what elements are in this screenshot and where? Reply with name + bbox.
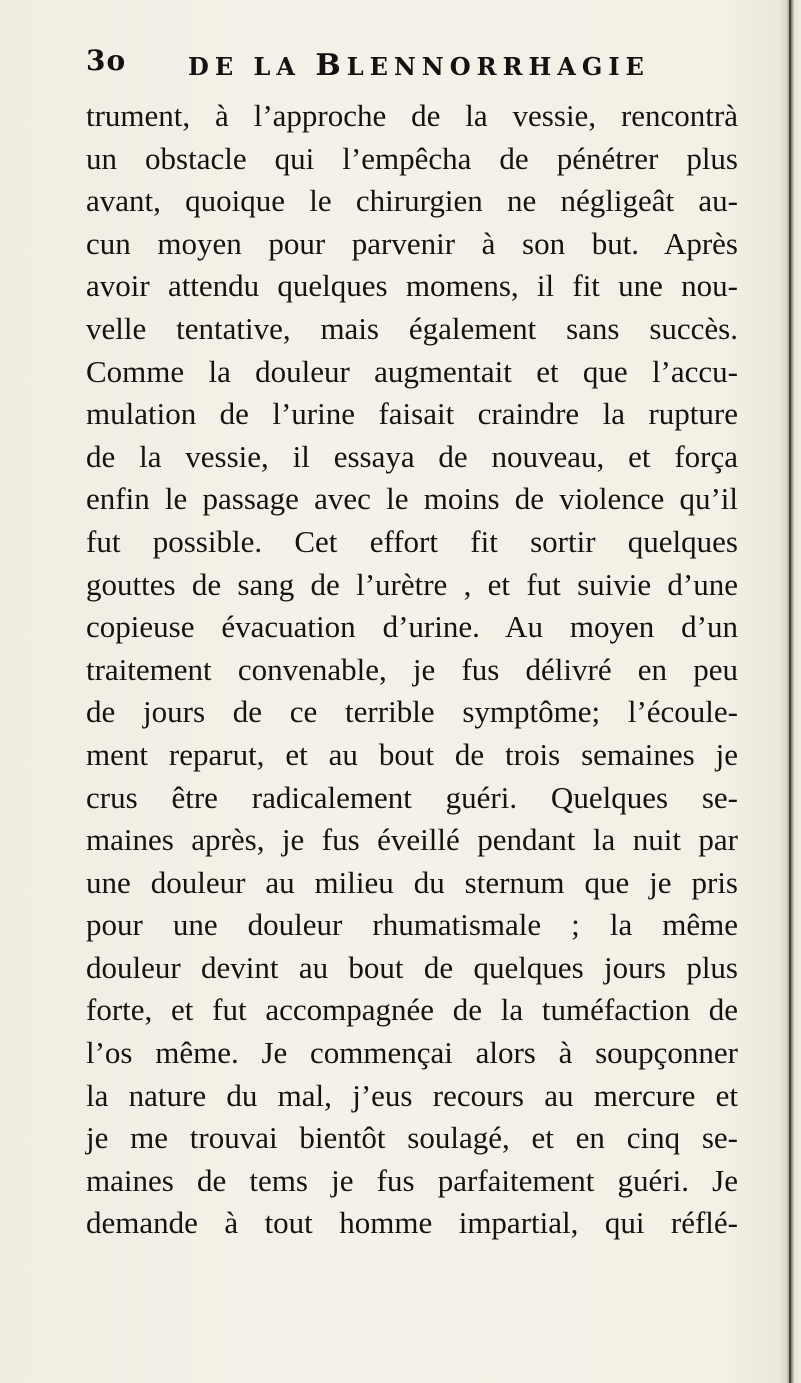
text-line: de jours de ce terrible symptôme; l’écoule-	[86, 694, 738, 730]
running-title-prefix: DE LA	[188, 52, 301, 81]
page-edge-line	[789, 0, 791, 1383]
text-line: douleur devint au bout de quelques jours plus	[86, 949, 738, 985]
text-line: l’os même. Je commençai alors à soupçonner	[86, 1035, 738, 1071]
text-line: pour une douleur rhumatismale ; la même	[86, 907, 738, 943]
text-line: demande à tout homme impartial, qui réflé-	[86, 1205, 738, 1241]
text-line: je me trouvai bientôt soulagé, et en cinq se-	[86, 1120, 738, 1156]
text-line: gouttes de sang de l’urètre , et fut suivie d’une	[86, 566, 738, 602]
text-line: mulation de l’urine faisait craindre la rupture	[86, 396, 738, 432]
text-line: maines de tems je fus parfaitement guéri. Je	[86, 1162, 738, 1198]
text-line: traitement convenable, je fus délivré en peu	[86, 651, 738, 687]
text-line: crus être radicalement guéri. Quelques se-	[86, 779, 738, 815]
text-line: la nature du mal, j’eus recours au mercure et	[86, 1077, 738, 1113]
text-line: fut possible. Cet effort fit sortir quelques	[86, 523, 738, 559]
text-line: enfin le passage avec le moins de violence qu’il	[86, 481, 738, 517]
text-line: maines après, je fus éveillé pendant la nuit par	[86, 822, 738, 858]
text-line: velle tentative, mais également sans succès.	[86, 310, 738, 346]
running-title	[188, 48, 650, 83]
page-header	[86, 44, 736, 84]
body-text	[86, 95, 738, 1245]
page-number: 3o	[86, 44, 127, 77]
text-line: trument, à l’approche de la vessie, rencontrà	[86, 98, 738, 133]
running-title-initial: B	[315, 48, 347, 83]
text-line: de la vessie, il essaya de nouveau, et força	[86, 438, 738, 474]
text-line: ment reparut, et au bout de trois semaines je	[86, 736, 738, 772]
text-line: cun moyen pour parvenir à son but. Après	[86, 225, 738, 261]
text-line: avant, quoique le chirurgien ne négligeât au-	[86, 183, 738, 219]
text-line: forte, et fut accompagnée de la tuméfaction de	[86, 992, 738, 1028]
text-line: une douleur au milieu du sternum que je pris	[86, 864, 738, 900]
running-title-rest: LENNORRHAGIE	[346, 52, 650, 81]
text-line: copieuse évacuation d’urine. Au moyen d’un	[86, 609, 738, 645]
text-line: Comme la douleur augmentait et que l’accu-	[86, 353, 738, 389]
text-line: un obstacle qui l’empêcha de pénétrer plus	[86, 140, 738, 176]
text-line: avoir attendu quelques momens, il fit une nou-	[86, 268, 738, 304]
